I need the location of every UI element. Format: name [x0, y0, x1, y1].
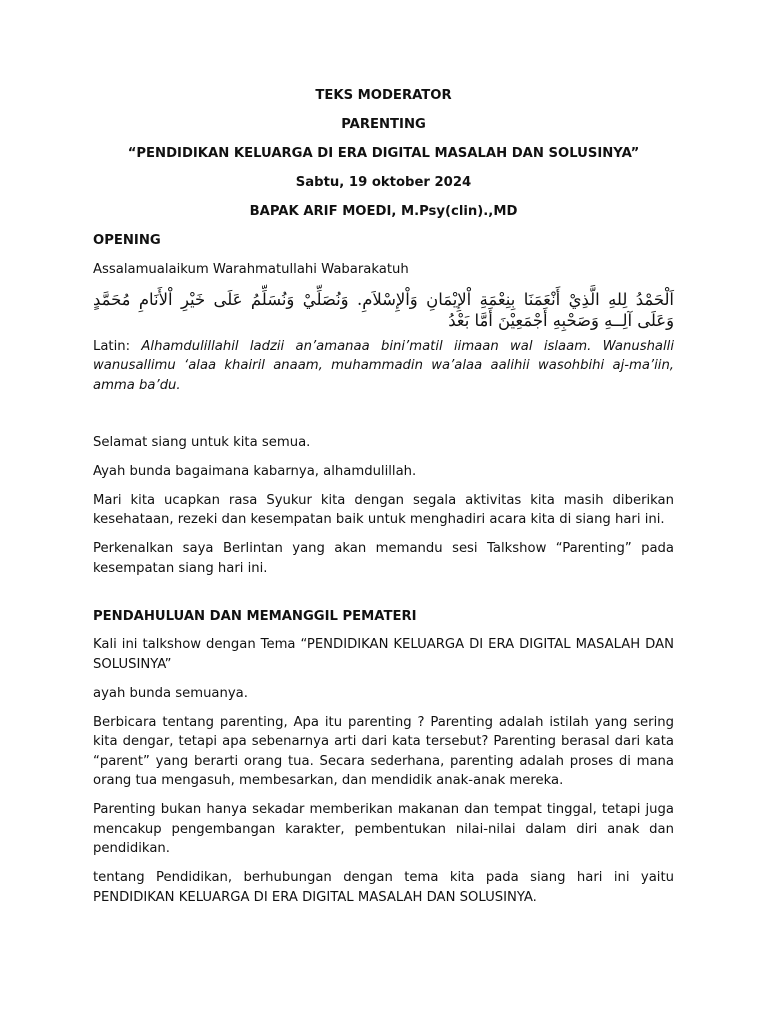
intro-heading: PENDAHULUAN DAN MEMANGGIL PEMATERI — [93, 608, 417, 624]
opening-paragraph: Ayah bunda bagaimana kabarnya, alhamdulillah. — [93, 463, 417, 479]
opening-paragraph: Mari kita ucapkan rasa Syukur kita dengan segala aktivitas kita masih diberikan kesehataan, rezeki dan kesempatan baik untuk menghadiri acara kita di siang hari ini. — [93, 492, 674, 528]
intro-paragraph: tentang Pendidikan, berhubungan dengan tema kita pada siang hari ini yaitu PENDIDIKAN KELUARGA DI ERA DIGITAL MASALAH DAN SOLUSINYA. — [93, 870, 674, 905]
doc-subtitle: PARENTING — [341, 117, 426, 133]
latin-text: Alhamdulillahil ladzii an’amanaa bini’matil iimaan wal islaam. Wanushalli wanusallimu ‘alaa khairil anaam, muhammadin wa’alaa aalihii wasohbihi aj-ma’iin, amma ba’du. — [93, 338, 674, 393]
spacer — [93, 588, 674, 607]
doc-theme: “PENDIDIKAN KELUARGA DI ERA DIGITAL MASALAH DAN SOLUSINYA” — [127, 146, 640, 162]
intro-paragraph: Parenting bukan hanya sekadar memberikan makanan dan tempat tinggal, tetapi juga mencakup pengembangan karakter, pembentukan nilai-nilai dalam diri anak dan pendidikan. — [93, 802, 674, 857]
intro-paragraph: ayah bunda semuanya. — [93, 685, 248, 701]
latin-label: Latin: — [93, 338, 131, 354]
opening-heading: OPENING — [93, 233, 161, 249]
document-page — [93, 86, 674, 917]
opening-paragraph: Selamat siang untuk kita semua. — [93, 434, 311, 450]
greeting-text: Assalamualaikum Warahmatullahi Wabarakatuh — [93, 261, 409, 277]
intro-paragraph: Kali ini talkshow dengan Tema “PENDIDIKAN KELUARGA DI ERA DIGITAL MASALAH DAN SOLUSINYA” — [93, 637, 674, 672]
spacer — [93, 405, 674, 433]
opening-paragraph: Perkenalkan saya Berlintan yang akan memandu sesi Talkshow “Parenting” pada kesempatan siang hari ini. — [93, 541, 674, 576]
doc-date: Sabtu, 19 oktober 2024 — [295, 175, 472, 191]
doc-title: TEKS MODERATOR — [315, 88, 452, 103]
arabic-prayer: اَلْحَمْدُ لِلهِ الَّذِيْ أَنْعَمَنَا بِنِعْمَةِ اْلإِيْمَانِ وَاْلإِسْلاَمِ. وَنُصَلِّيْ وَنُسَلِّمُ عَلَى خَيْرِ اْلأَنَامِ مُحَمَّدٍ وَعَلَى آلِــهِ وَصَحْبِهِ أَجْمَعِيْنَ أَمَّا بَعْدُ — [93, 289, 674, 330]
intro-paragraph: Berbicara tentang parenting, Apa itu parenting ? Parenting adalah istilah yang sering kita dengar, tetapi apa sebenarnya arti dari kata tersebut? Parenting berasal dari kata “parent” yang berarti orang tua. Secara sederhana, parenting adalah proses di mana orang tua mengasuh, membesarkan, dan mendidik anak-anak mereka. — [93, 714, 674, 789]
doc-speaker: BAPAK ARIF MOEDI, M.Psy(clin).,MD — [249, 204, 518, 220]
latin-transliteration — [93, 337, 674, 396]
